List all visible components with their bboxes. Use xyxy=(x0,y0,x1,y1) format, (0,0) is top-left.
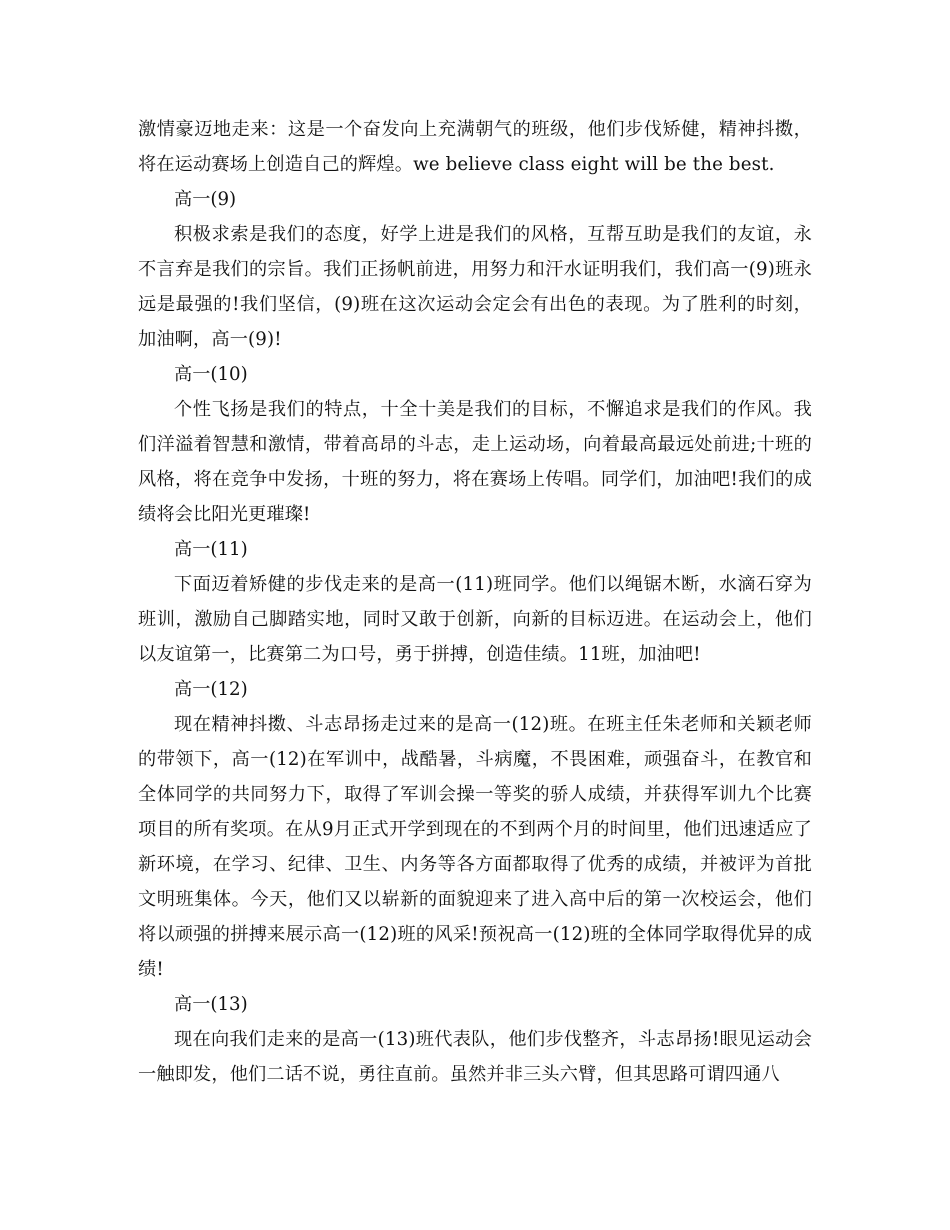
heading-class-13: 高一(13) xyxy=(174,994,248,1015)
heading-class-9: 高一(9) xyxy=(174,189,237,210)
document-body xyxy=(138,112,812,1092)
paragraph-class-13: 现在向我们走来的是高一(13)班代表队，他们步伐整齐，斗志昂扬!眼见运动会一触即发，他们二话不说，勇往直前。虽然并非三头六臂，但其思路可谓四通八 xyxy=(138,1029,812,1085)
paragraph-class-11: 下面迈着矫健的步伐走来的是高一(11)班同学。他们以绳锯木断，水滴石穿为班训，激励自己脚踏实地，同时又敢于创新，向新的目标迈进。在运动会上，他们以友谊第一，比赛第二为口号，勇于拼搏，创造佳绩。11班，加油吧! xyxy=(138,574,812,665)
paragraph-class-eight-ending: 激情豪迈地走来：这是一个奋发向上充满朝气的班级，他们步伐矫健，精神抖擞，将在运动赛场上创造自己的辉煌。we believe class eight will be the best. xyxy=(138,119,812,175)
heading-class-10: 高一(10) xyxy=(174,364,248,385)
paragraph-class-9: 积极求索是我们的态度，好学上进是我们的风格，互帮互助是我们的友谊，永不言弃是我们的宗旨。我们正扬帆前进，用努力和汗水证明我们，我们高一(9)班永远是最强的!我们坚信，(9)班在这次运动会定会有出色的表现。为了胜利的时刻，加油啊，高一(9)! xyxy=(138,224,812,350)
paragraph-class-10: 个性飞扬是我们的特点，十全十美是我们的目标，不懈追求是我们的作风。我们洋溢着智慧和激情，带着高昂的斗志，走上运动场，向着最高最远处前进;十班的风格，将在竞争中发扬，十班的努力，将在赛场上传唱。同学们，加油吧!我们的成绩将会比阳光更璀璨! xyxy=(138,399,812,525)
heading-class-11: 高一(11) xyxy=(174,539,248,560)
heading-class-12: 高一(12) xyxy=(174,679,248,700)
paragraph-class-12: 现在精神抖擞、斗志昂扬走过来的是高一(12)班。在班主任朱老师和关颖老师的带领下，高一(12)在军训中，战酷暑，斗病魔，不畏困难，顽强奋斗，在教官和全体同学的共同努力下，取得了军训会操一等奖的骄人成绩，并获得军训九个比赛项目的所有奖项。在从9月正式开学到现在的不到两个月的时间里，他们迅速适应了新环境，在学习、纪律、卫生、内务等各方面都取得了优秀的成绩，并被评为首批文明班集体。今天，他们又以崭新的面貌迎来了进入高中后的第一次校运会，他们将以顽强的拼搏来展示高一(12)班的风采!预祝高一(12)班的全体同学取得优异的成绩! xyxy=(138,714,812,980)
